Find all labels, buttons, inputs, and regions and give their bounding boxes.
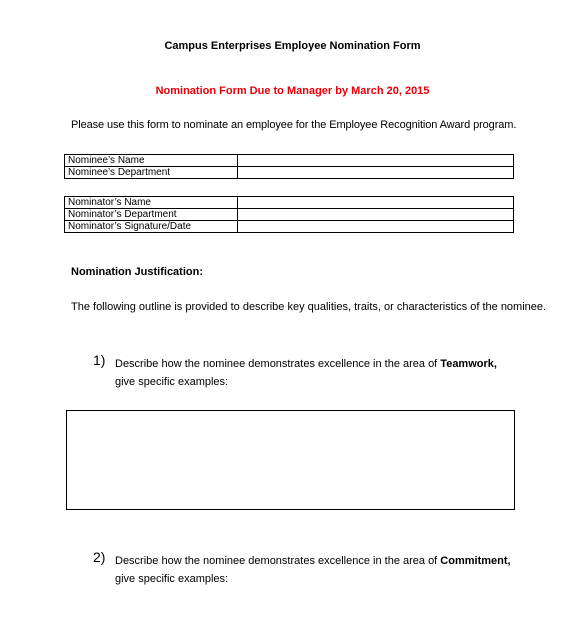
intro-text: Please use this form to nominate an employee for the Employee Recognition Award program. [71,119,517,131]
nominator-signature-label: Nominator’s Signature/Date [65,221,238,233]
nominator-department-field[interactable] [238,209,514,221]
nominee-table [64,154,514,179]
nominator-signature-field[interactable] [238,221,514,233]
nominator-name-field[interactable] [238,197,514,209]
question-2-area: Commitment, [440,555,511,567]
table-row [65,197,514,209]
table-row [65,167,514,179]
nominator-department-label: Nominator’s Department [65,209,238,221]
form-title: Campus Enterprises Employee Nomination Form [164,40,421,52]
table-row [65,221,514,233]
question-2-text [115,552,515,588]
question-1-prefix: Describe how the nominee demonstrates excellence in the area of [115,358,441,370]
justification-heading: Nomination Justification: [71,266,203,278]
nominee-name-field[interactable] [238,155,514,167]
question-1-suffix: give specific examples: [115,376,229,388]
nominee-department-field[interactable] [238,167,514,179]
question-2-suffix: give specific examples: [115,573,229,585]
nominee-name-label: Nominee’s Name [65,155,238,167]
question-1-text [115,355,515,391]
due-date-notice: Nomination Form Due to Manager by March 20, 2015 [155,85,430,97]
nominator-name-label: Nominator’s Name [65,197,238,209]
justification-outline: The following outline is provided to describe key qualities, traits, or characteristics of the nominee. [71,301,547,313]
question-2-number: 2) [93,549,106,565]
question-2-prefix: Describe how the nominee demonstrates excellence in the area of [115,555,441,567]
nominee-department-label: Nominee’s Department [65,167,238,179]
table-row [65,209,514,221]
question-1-answer-box[interactable] [66,410,515,510]
question-1-number: 1) [93,352,106,368]
nominator-table [64,196,514,233]
question-1-area: Teamwork, [440,358,497,370]
table-row [65,155,514,167]
